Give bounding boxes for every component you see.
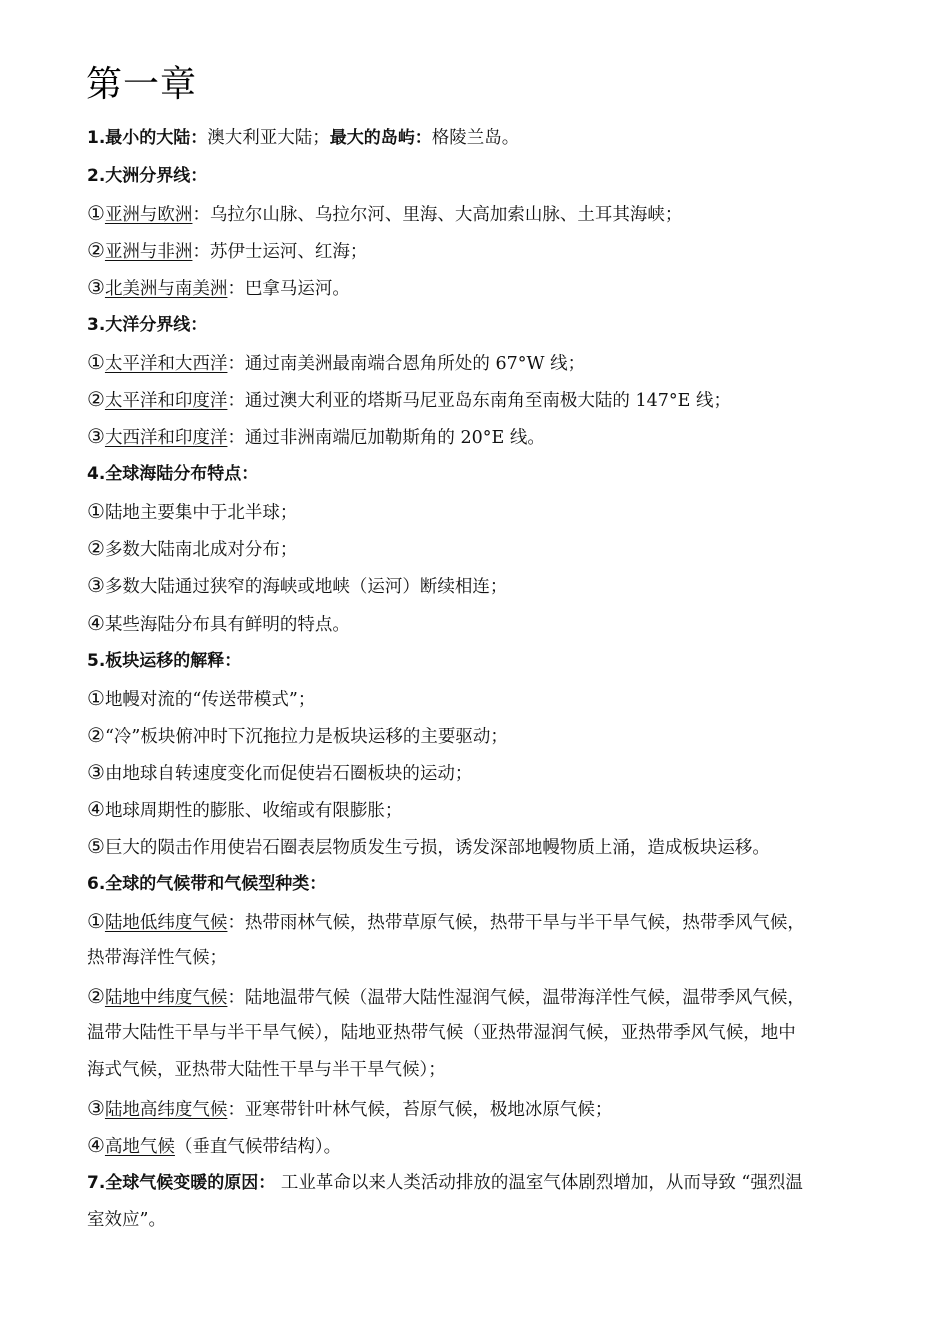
item-text: “冷”板块俯冲时下沉拖拉力是板块运移的主要驱动； (104, 727, 508, 747)
item-number: ① (87, 909, 105, 933)
section-4-heading (87, 462, 877, 486)
chapter-title: 第一章 (86, 64, 198, 105)
item-number: ① (87, 499, 105, 523)
smallest-continent-value: 澳大利亚大陆； (207, 128, 330, 148)
item-text: 海式气候，亚热带大陆性干旱与半干旱气候）； (87, 1060, 446, 1080)
item-text: ：热带雨林气候，热带草原气候，热带干旱与半干旱气候，热带季风气候， (227, 913, 805, 933)
list-item (87, 387, 877, 411)
section-heading: 6.全球的气候带和气候型种类： (87, 874, 327, 894)
item-text: 巨大的陨击作用使岩石圈表层物质发生亏损，诱发深部地幔物质上涌，造成板块运移。 (104, 838, 770, 858)
item-text: ：通过澳大利亚的塔斯马尼亚岛东南角至南极大陆的 147°E 线； (227, 391, 731, 411)
list-item (87, 909, 877, 933)
item-key: 高地气候 (104, 1137, 175, 1157)
item-text: 地球周期性的膨胀、收缩或有限膨胀； (104, 801, 403, 821)
item-text: 多数大陆南北成对分布； (104, 540, 298, 560)
item-number: ② (87, 238, 105, 262)
list-item (87, 1133, 877, 1157)
list-item (87, 723, 877, 747)
item-number: ③ (87, 1096, 105, 1120)
list-item (87, 499, 877, 523)
section-text: 工业革命以来人类活动排放的温室气体剧烈增加，从而导致 “强烈温 (275, 1173, 803, 1193)
section-5-heading (87, 649, 877, 673)
list-item (87, 834, 877, 858)
item-text: 某些海陆分布具有鲜明的特点。 (104, 615, 350, 635)
item-text: ：亚寒带针叶林气候，苔原气候，极地冰原气候； (227, 1100, 613, 1120)
item-text: 由地球自转速度变化而促使岩石圈板块的运动； (104, 764, 473, 784)
item-number: ① (87, 201, 105, 225)
item-text: 温带大陆性干旱与半干旱气候），陆地亚热带气候（亚热带湿润气候，亚热带季风气候，地中 (87, 1023, 796, 1043)
list-item-continuation (87, 1058, 877, 1082)
item-number: ③ (87, 424, 105, 448)
item-number: ② (87, 723, 105, 747)
item-key: 陆地高纬度气候 (104, 1100, 228, 1120)
item-text: ：通过非洲南端厄加勒斯角的 20°E 线。 (227, 428, 545, 448)
smallest-continent-label: 1.最小的大陆： (87, 128, 208, 148)
section-heading: 5.板块运移的解释： (87, 651, 242, 671)
item-number: ④ (87, 1133, 105, 1157)
section-3-heading (87, 313, 877, 337)
item-number: ③ (87, 275, 105, 299)
section-7-line (87, 1171, 877, 1195)
item-key: 亚洲与非洲 (104, 242, 193, 262)
list-item (87, 350, 877, 374)
item-key: 陆地低纬度气候 (104, 913, 228, 933)
list-item (87, 238, 877, 262)
list-item (87, 536, 877, 560)
item-key: 北美洲与南美洲 (104, 279, 228, 299)
list-item-continuation (87, 946, 877, 970)
list-item (87, 1096, 877, 1120)
item-text: 地幔对流的“传送带模式”； (104, 690, 316, 710)
largest-island-value: 格陵兰岛。 (431, 128, 520, 148)
item-key: 陆地中纬度气候 (104, 988, 228, 1008)
list-item (87, 797, 877, 821)
item-key: 大西洋和印度洋 (104, 428, 228, 448)
item-text: ：苏伊士运河、红海； (192, 242, 368, 262)
item-number: ① (87, 350, 105, 374)
list-item (87, 573, 877, 597)
list-item-continuation (87, 1021, 877, 1045)
item-key: 太平洋和大西洋 (104, 354, 228, 374)
item-number: ① (87, 686, 105, 710)
list-item (87, 611, 877, 635)
item-text: ：巴拿马运河。 (227, 279, 350, 299)
list-item (87, 760, 877, 784)
section-2-heading (87, 164, 877, 188)
item-text: ：陆地温带气候（温带大陆性湿润气候，温带海洋性气候，温带季风气候， (227, 988, 805, 1008)
section-1-line (87, 126, 877, 150)
list-item (87, 686, 877, 710)
section-7-continuation (87, 1208, 877, 1232)
section-heading: 2.大洲分界线： (87, 166, 208, 186)
item-number: ⑤ (87, 834, 105, 858)
section-text: 室效应”。 (87, 1210, 166, 1230)
list-item (87, 275, 877, 299)
section-heading: 4.全球海陆分布特点： (87, 464, 259, 484)
item-text: ：通过南美洲最南端合恩角所处的 67°W 线； (227, 354, 586, 374)
item-number: ② (87, 984, 105, 1008)
item-text: 多数大陆通过狭窄的海峡或地峡（运河）断续相连； (104, 577, 508, 597)
item-text: 陆地主要集中于北半球； (104, 503, 298, 523)
item-number: ② (87, 536, 105, 560)
item-number: ④ (87, 797, 105, 821)
list-item (87, 424, 877, 448)
list-item (87, 984, 877, 1008)
item-text: ：乌拉尔山脉、乌拉尔河、里海、大高加索山脉、土耳其海峡； (192, 205, 683, 225)
section-heading: 3.大洋分界线： (87, 315, 208, 335)
item-number: ③ (87, 573, 105, 597)
item-number: ② (87, 387, 105, 411)
item-key: 亚洲与欧洲 (104, 205, 193, 225)
item-number: ④ (87, 611, 105, 635)
section-heading: 7.全球气候变暖的原因： (87, 1173, 276, 1193)
section-6-heading (87, 872, 877, 896)
item-number: ③ (87, 760, 105, 784)
item-key: 太平洋和印度洋 (104, 391, 228, 411)
list-item (87, 201, 877, 225)
largest-island-label: 最大的岛屿： (329, 128, 432, 148)
item-text: （垂直气候带结构）。 (174, 1137, 342, 1157)
item-text: 热带海洋性气候； (87, 948, 227, 968)
